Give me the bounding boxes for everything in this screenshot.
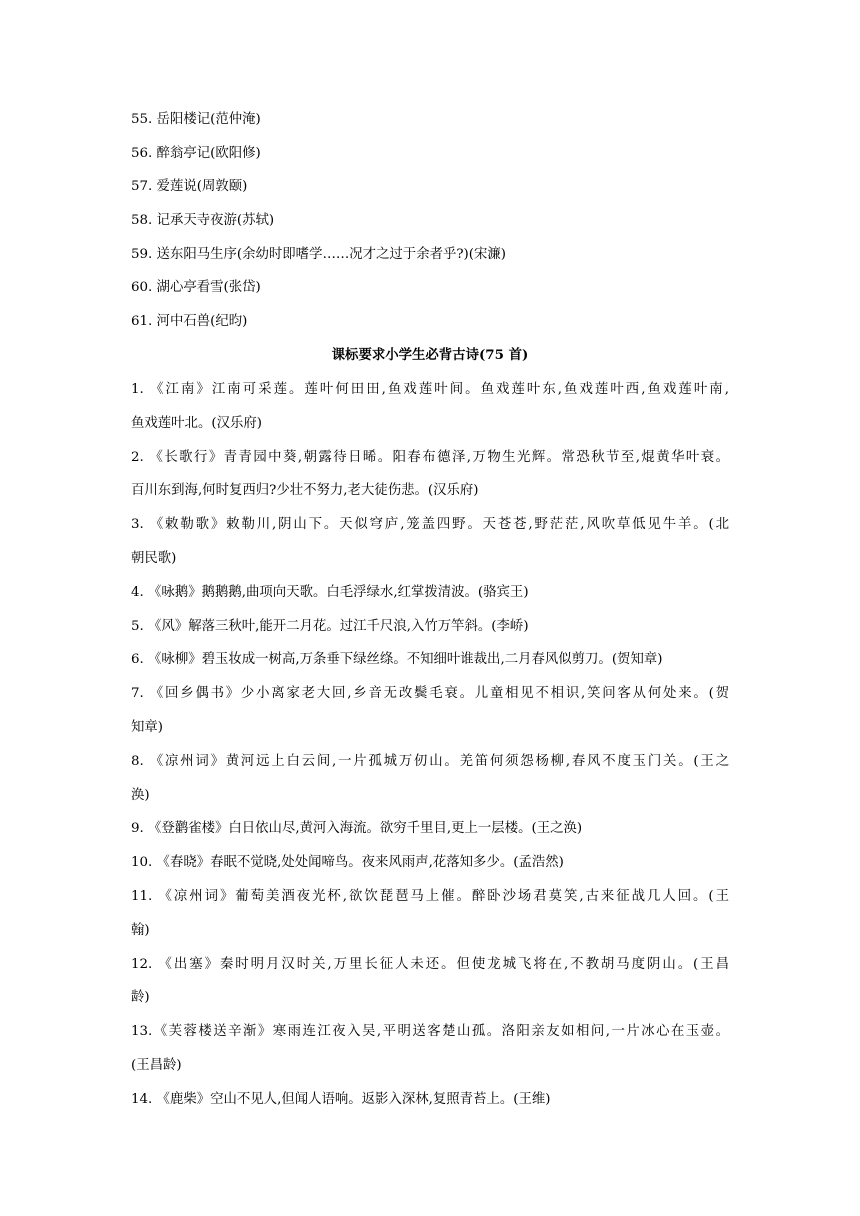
poem-line: 10. 《春晓》春眠不觉晓,处处闻啼鸟。夜来风雨声,花落知多少。(孟浩然) xyxy=(131,855,564,871)
poem-entry xyxy=(131,955,729,1009)
poem-entry xyxy=(131,617,729,637)
poem-line: 2. 《长歌行》青青园中葵,朝露待日晞。阳春布德泽,万物生光辉。常恐秋节至,焜黄华叶衰。 xyxy=(131,449,729,465)
poem-entry xyxy=(131,887,729,941)
poem-line: 5. 《风》解落三秋叶,能开二月花。过江千尺浪,入竹万竿斜。(李峤) xyxy=(131,618,529,634)
poem-list xyxy=(131,380,729,1124)
poem-line-continuation: 涣) xyxy=(131,787,150,803)
poem-line-continuation: 翰) xyxy=(131,922,150,938)
poem-entry xyxy=(131,819,729,839)
list-item: 61. 河中石兽(纪昀) xyxy=(131,314,248,330)
poem-entry xyxy=(131,448,729,502)
poem-line: 9. 《登鹳雀楼》白日依山尽,黄河入海流。欲穷千里目,更上一层楼。(王之涣) xyxy=(131,821,583,837)
poem-line: 12. 《出塞》秦时明月汉时关,万里长征人未还。但使龙城飞将在,不教胡马度阴山。(王昌 xyxy=(131,956,729,972)
poem-entry xyxy=(131,650,729,670)
list-item: 56. 醉翁亭记(欧阳修) xyxy=(131,145,261,161)
list-item: 59. 送东阳马生序(余幼时即嗜学……况才之过于余者乎?)(宋濂) xyxy=(131,246,507,262)
poem-line: 1. 《江南》江南可采莲。莲叶何田田,鱼戏莲叶间。鱼戏莲叶东,鱼戏莲叶西,鱼戏莲叶南, xyxy=(131,382,729,397)
list-item: 55. 岳阳楼记(范仲淹) xyxy=(131,112,261,127)
poem-line: 6. 《咏柳》碧玉妆成一树高,万条垂下绿丝绦。不知细叶谁裁出,二月春风似剪刀。(贺知章) xyxy=(131,652,663,668)
classical-prose-list xyxy=(131,110,731,346)
poem-line-continuation: 鱼戏莲叶北。(汉乐府) xyxy=(131,415,262,431)
poem-line: 4. 《咏鹅》鹅鹅鹅,曲项向天歌。白毛浮绿水,红掌拨清波。(骆宾王) xyxy=(131,584,529,600)
poem-entry xyxy=(131,1090,729,1110)
poem-entry xyxy=(131,853,729,873)
poem-line-continuation: 百川东到海,何时复西归?少壮不努力,老大徒伤悲。(汉乐府) xyxy=(131,483,479,499)
poem-line: 11. 《凉州词》葡萄美酒夜光杯,欲饮琵琶马上催。醉卧沙场君莫笑,古来征战几人回。(王 xyxy=(131,888,729,904)
poem-line: 3. 《敕勒歌》敕勒川,阴山下。天似穹庐,笼盖四野。天苍苍,野茫茫,风吹草低见牛羊。(北 xyxy=(131,517,729,533)
poem-entry xyxy=(131,583,729,603)
poem-line: 7. 《回乡偶书》少小离家老大回,乡音无改鬓毛衰。儿童相见不相识,笑问客从何处来。(贺 xyxy=(131,686,729,702)
list-item: 57. 爱莲说(周敦颐) xyxy=(131,179,248,195)
list-item: 58. 记承天寺夜游(苏轼) xyxy=(131,213,275,229)
poem-line: 8. 《凉州词》黄河远上白云间,一片孤城万仞山。羌笛何须怨杨柳,春风不度玉门关。(王之 xyxy=(131,753,729,769)
poem-entry xyxy=(131,380,729,434)
poem-line-continuation: 龄) xyxy=(131,990,150,1006)
poem-line-continuation: 朝民歌) xyxy=(131,550,177,566)
poem-line-continuation: (王昌龄) xyxy=(131,1057,182,1073)
poem-line-continuation: 知章) xyxy=(131,719,164,735)
list-item: 60. 湖心亭看雪(张岱) xyxy=(131,280,261,296)
poem-entry xyxy=(131,1022,729,1076)
poem-line: 14. 《鹿柴》空山不见人,但闻人语响。返影入深林,复照青苔上。(王维) xyxy=(131,1091,551,1107)
poem-entry xyxy=(131,515,729,569)
section-title: 课标要求小学生必背古诗(75 首) xyxy=(331,347,529,363)
poem-entry xyxy=(131,684,729,738)
poem-entry xyxy=(131,752,729,806)
poem-line: 13.《芙蓉楼送辛渐》寒雨连江夜入吴,平明送客楚山孤。洛阳亲友如相问,一片冰心在玉壶。 xyxy=(131,1024,729,1040)
